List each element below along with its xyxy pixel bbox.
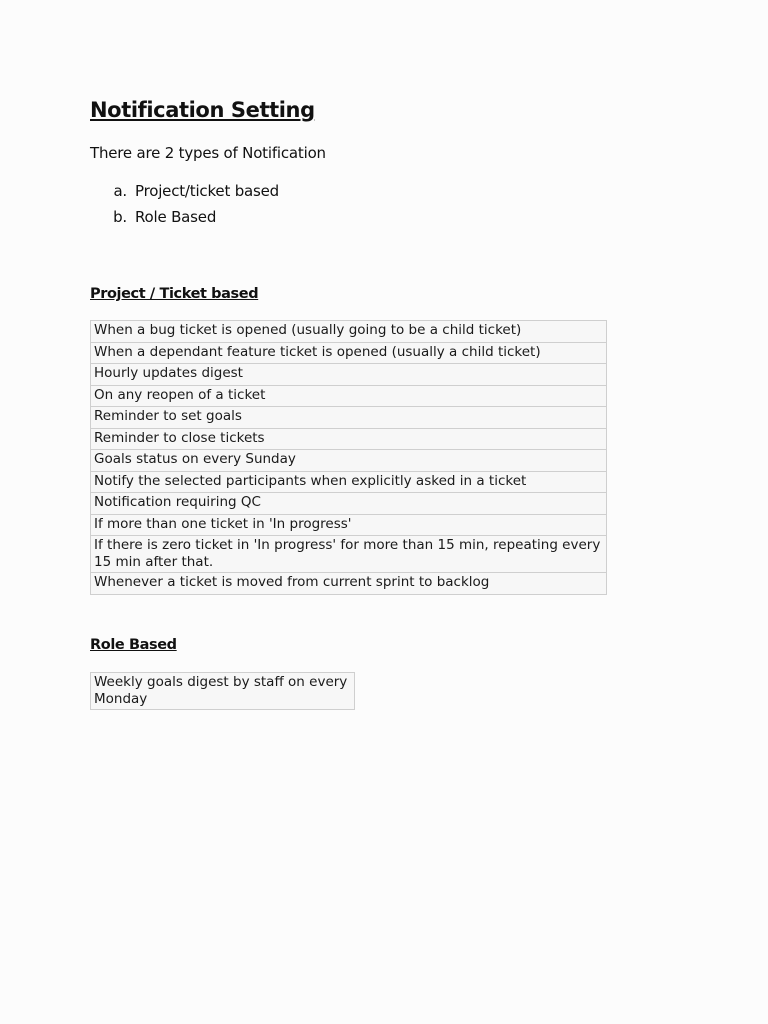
- table-cell: Reminder to close tickets: [91, 428, 607, 450]
- table-row: [91, 471, 607, 493]
- table-cell: Weekly goals digest by staff on every Monday: [91, 673, 355, 710]
- table-cell: Goals status on every Sunday: [91, 450, 607, 472]
- notification-types-list: [90, 181, 279, 233]
- table-cell: When a bug ticket is opened (usually going to be a child ticket): [91, 321, 607, 343]
- list-item-label: Role Based: [135, 208, 217, 226]
- table-row: [91, 536, 607, 573]
- list-item-label: Project/ticket based: [135, 182, 279, 200]
- project-notifications-table: [90, 320, 607, 595]
- list-marker: a.: [113, 182, 127, 200]
- table-row: [91, 673, 355, 710]
- table-cell: Notification requiring QC: [91, 493, 607, 515]
- role-notifications-table: [90, 672, 355, 710]
- table-row: [91, 321, 607, 343]
- table-cell: If more than one ticket in 'In progress': [91, 514, 607, 536]
- table-cell: On any reopen of a ticket: [91, 385, 607, 407]
- table-cell: Notify the selected participants when explicitly asked in a ticket: [91, 471, 607, 493]
- table-cell: Reminder to set goals: [91, 407, 607, 429]
- table-row: [91, 342, 607, 364]
- table-row: [91, 428, 607, 450]
- table-row: [91, 450, 607, 472]
- page-title: Notification Setting: [90, 98, 315, 122]
- list-item: [90, 207, 279, 233]
- table-row: [91, 573, 607, 595]
- table-cell: When a dependant feature ticket is opened (usually a child ticket): [91, 342, 607, 364]
- section-heading-project: Project / Ticket based: [90, 286, 259, 302]
- section-heading-role: Role Based: [90, 637, 177, 653]
- list-marker: b.: [113, 208, 127, 226]
- table-cell: If there is zero ticket in 'In progress' for more than 15 min, repeating every 15 min after that.: [91, 536, 607, 573]
- table-row: [91, 514, 607, 536]
- table-cell: Hourly updates digest: [91, 364, 607, 386]
- intro-text: There are 2 types of Notification: [90, 144, 326, 162]
- table-row: [91, 364, 607, 386]
- table-row: [91, 385, 607, 407]
- table-cell: Whenever a ticket is moved from current sprint to backlog: [91, 573, 607, 595]
- table-row: [91, 407, 607, 429]
- list-item: [90, 181, 279, 207]
- table-row: [91, 493, 607, 515]
